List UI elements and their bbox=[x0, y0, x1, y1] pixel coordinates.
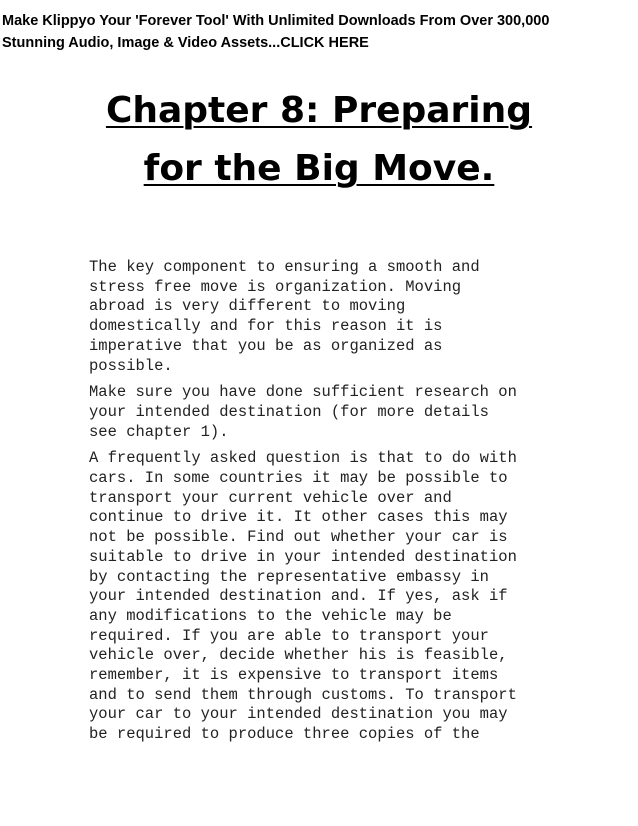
text-line: see chapter 1). bbox=[89, 422, 229, 441]
paragraph-cars bbox=[89, 449, 569, 745]
text-line: any modifications to the vehicle may be bbox=[89, 606, 452, 625]
text-line: imperative that you be as organized as bbox=[89, 336, 443, 355]
chapter-title-line-2: for the Big Move. bbox=[143, 148, 495, 189]
text-line: be required to produce three copies of the bbox=[89, 725, 480, 744]
text-line: The key component to ensuring a smooth and bbox=[89, 258, 480, 276]
text-line: abroad is very different to moving bbox=[89, 297, 406, 316]
text-line: your intended destination and. If yes, ask if bbox=[89, 587, 508, 606]
text-line: your intended destination (for more details bbox=[89, 402, 489, 421]
text-line: required. If you are able to transport your bbox=[89, 626, 489, 645]
text-line: vehicle over, decide whether his is feasible, bbox=[89, 646, 508, 665]
text-line: domestically and for this reason it is bbox=[89, 317, 443, 336]
promo-banner-link[interactable] bbox=[2, 10, 632, 54]
chapter-body bbox=[89, 258, 569, 752]
text-line: suitable to drive in your intended destination bbox=[89, 547, 517, 566]
text-line: not be possible. Find out whether your car is bbox=[89, 528, 508, 547]
paragraph-research bbox=[89, 383, 569, 442]
text-line: and to send them through customs. To transport bbox=[89, 685, 517, 704]
text-line: your car to your intended destination you may bbox=[89, 705, 508, 724]
chapter-title-line-1: Chapter 8: Preparing bbox=[105, 90, 533, 131]
text-line: remember, it is expensive to transport items bbox=[89, 666, 499, 685]
text-line: continue to drive it. It other cases this may bbox=[89, 508, 508, 527]
promo-banner-line-2: Stunning Audio, Image & Video Assets...CLICK HERE bbox=[2, 35, 369, 51]
text-line: cars. In some countries it may be possible to bbox=[89, 469, 508, 488]
text-line: A frequently asked question is that to do with bbox=[89, 449, 517, 468]
paragraph-intro bbox=[89, 258, 569, 376]
text-line: transport your current vehicle over and bbox=[89, 488, 452, 507]
text-line: Make sure you have done sufficient research on bbox=[89, 383, 517, 402]
text-line: stress free move is organization. Moving bbox=[89, 277, 462, 296]
promo-banner-line-1: Make Klippyo Your 'Forever Tool' With Unlimited Downloads From Over 300,000 bbox=[2, 13, 550, 29]
text-line: possible. bbox=[89, 356, 173, 375]
text-line: by contacting the representative embassy in bbox=[89, 567, 489, 586]
chapter-title bbox=[60, 82, 578, 198]
